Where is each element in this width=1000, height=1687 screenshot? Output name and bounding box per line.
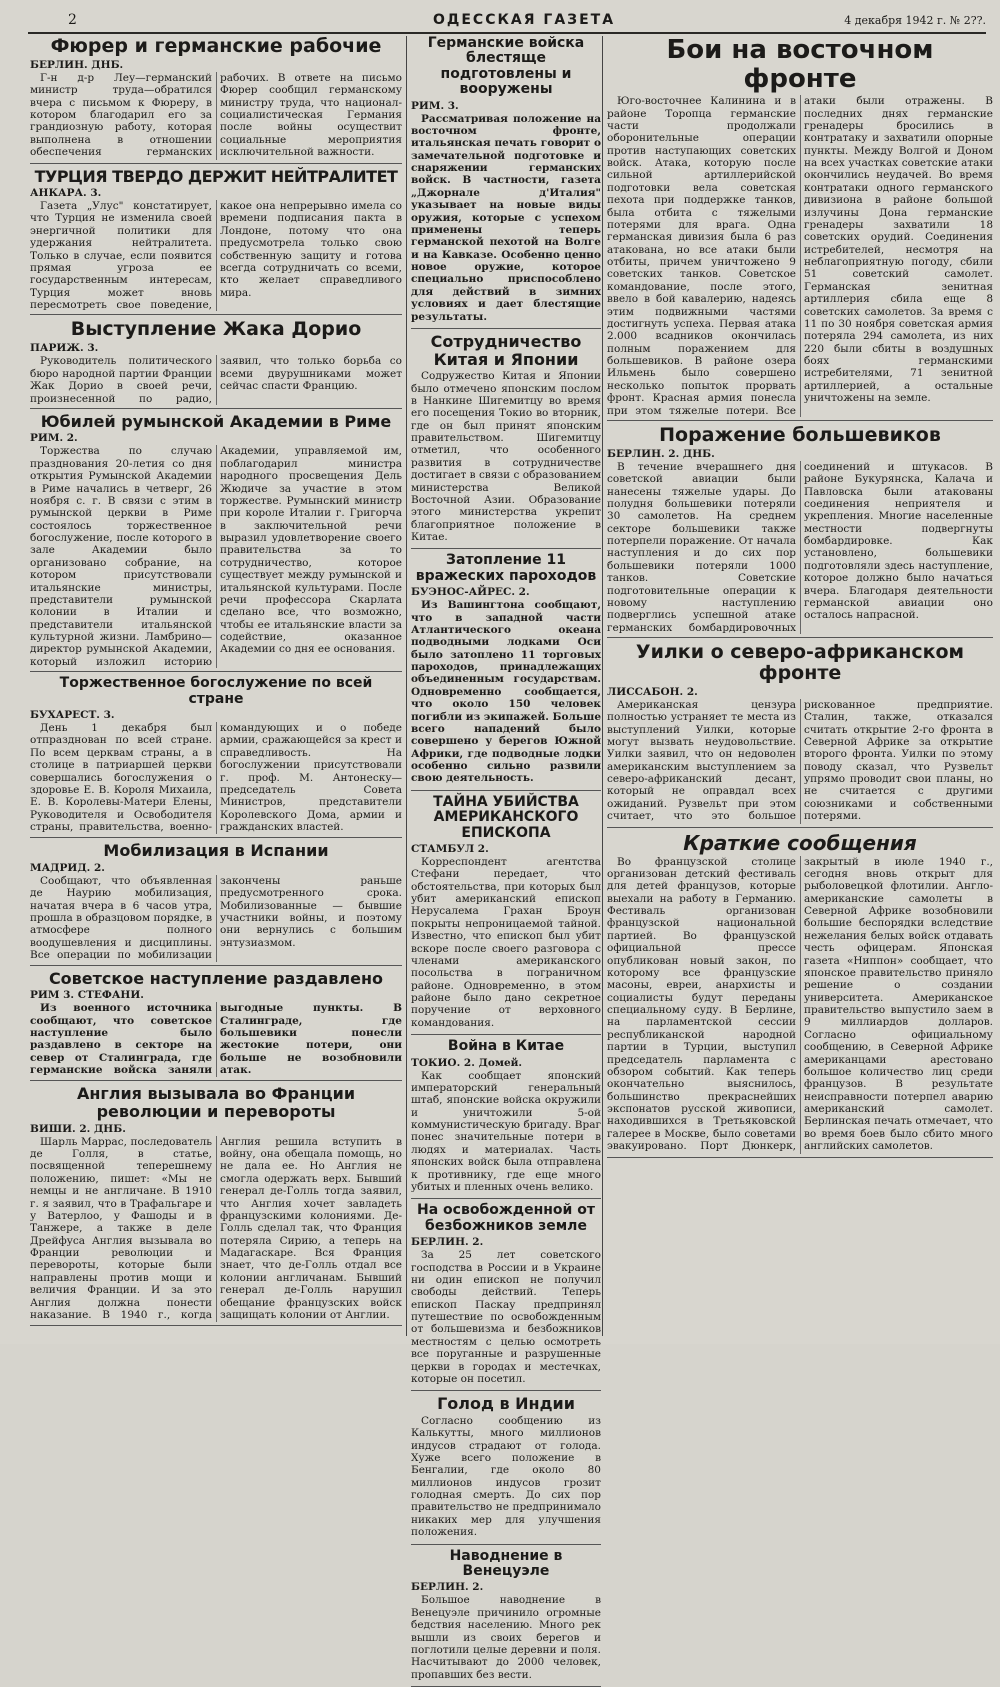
article-body [607,699,993,824]
paragraph: За 25 лет советского господства в России и в Украине ни один епископ не получил свободы действий. Теперь епископ Паскау предпринял путешествие по освобожденным от большевизма и безбожников местностям с целью осмотреть все поруганные и разрушенные церкви в городах и местечках, которые он посетил. [411,1249,601,1385]
article-title: Фюрер и германские рабочие [50,35,382,57]
masthead: ОДЕССКАЯ ГАЗЕТА [433,12,616,28]
paragraph: В течение вчерашнего дня советской авиации были нанесены тяжелые удары. До полудня большевики потеряли 30 самолетов. На среднем секторе большевики также потерпели поражение. От начала наступления и до сих пор большевики потеряли 1000 танков. Советские подготовительные операции к новому наступлению подверглись успешной атаке германских бомбардировочных соединений и штукасов. В районе Букурянска, Калача и Павловска были атакованы соединения неприятеля и укрепления. Многие населенные местности подвергнуты бомбардировке. Как установлено, большевики подготовляли здесь наступление, которое должно было начаться вчера. Благодаря деятельности германской авиации оно осталось напрасной. [607,460,993,634]
dateline: АНКАРА. 3. [30,187,102,200]
paragraph: Юго-восточнее Калинина и в районе Торопца германские части продолжали оборонительные операции против наступающих советских войск. Атака, которую после сильной артиллерийской подготовки вела советская пехота при поддержке танков, была отбита с тяжелыми потерями для врага. Одна германская дивизия была 6 раз атакована, но все атаки были отбиты, причем уничтожено 9 советских танков. Советское командование, после этого, ввело в бой кавалерию, надеясь этим подвижными частями достигнуть успеха. Первая атака 2.000 всадников окончилась полным поражением для большевиков. В районе озера Ильмень было совершено несколько попыток прорвать фронт. Красная армия понесла при этом тяжелые потери. Все атаки были отражены. В последних днях германские гренадеры бросились в контратаку и захватили опорные пункты. Между Волгой и Доном на всех участках советские атаки окончились неудачей. Во время контратаки одного германского дивизиона в районе большой излучины Дона германские гренадеры захватили 18 советских орудий. Соединения истребителей, несмотря на неблагоприятную погоду, сбили 51 советский самолет. Германская зенитная артиллерия сбила еще 8 советских самолетов. За время с 11 по 30 ноября советская армия потеряла 294 самолета, из них 220 были сбиты в воздушных боях германскими истребителями, 71 зенитной артиллерией, а остальные уничтожены на земле. [607,95,993,417]
article-german-troops [411,36,601,329]
paragraph: Из военного источника сообщают, что советское наступление было раздавлено в секторе на север от Сталинграда, где германские войска заняли выгодные пункты. В Сталинграде, где большевики понесли жестокие потери, они больше не возобновили атак. [30,1002,402,1077]
article-body [411,856,601,1029]
article-title: Наводнение в Венецуэле [449,1547,563,1579]
article-fuehrer-workers [30,36,402,164]
article-romanian-academy [30,413,402,672]
article-title: ТАЙНА УБИЙСТВА АМЕРИКАНСКОГО ЕПИСКОПА [433,793,579,841]
article-title: Затопление 11 вражеских пароходов [415,552,597,584]
paragraph: Содружество Китая и Японии было отмечено японским послом в Нанкине Шигемитцу во время его посещения Токио во вторник, где он был принят японским правительством. Шигемитцу отметил, что особенного развития в сотрудничестве достигает в связи с образованием министерства Великой Восточной Азии. Образование этого министерства укрепит благоприятное положение в Китае. [411,370,601,543]
article-title: Война в Китае [447,1038,565,1055]
paragraph: Большое наводнение в Венецуэле причинило огромные бедствия населению. Много рек вышли из своих берегов и поглотили целые деревни и поля. Насчитывают до 2000 человек, пропавших без вести. [411,1594,601,1681]
column-right [602,36,993,1336]
paragraph: Согласно сообщению из Калькутты, много миллионов индусов страдают от голода. Хуже всего положение в Бенгалии, где около 80 миллионов индусов грозит голодная смерть. До сих пор правительство не предпринимало никаких мер для улучшения положения. [411,1414,601,1539]
article-spain-mobilization [30,842,402,965]
article-china-japan [411,333,601,549]
article-body [30,355,402,405]
article-body [411,370,601,543]
dateline: БУХАРЕСТ. 3. [30,709,115,721]
article-body [411,1415,601,1539]
dateline: РИМ. 2. [30,432,78,445]
article-brief-news [607,832,993,1158]
article-war-china [411,1039,601,1199]
article-turkey [30,168,402,316]
article-title: Советское наступление раздавлено [48,968,384,988]
article-body [30,200,402,311]
article-body [607,95,993,417]
article-body [411,1070,601,1194]
paragraph: День 1 декабря был отпразднован по всей стране. По всем церквам страны, а в столице в патриаршей церкви совершались богослужения о здоровье Е. В. Короля Михаила, Е. В. Королевы-Матери Елены, Руководителя и Освободителя страны, правительства, военно-командующих и о победе армии, сражающейся за крест и справедливость. На богослужении присутствовали г. проф. М. Антонеску—председатель Совета Министров, представители Королевского Дома, армии и гражданских властей. [30,722,402,833]
dateline: БЕРЛИН. ДНБ. [30,58,124,71]
paragraph: Г-н д-р Леу—германский министр труда—обратился вчера с письмом к Фюреру, в котором благодарил его за грандиозную работу, которая выполнена в отношении обеспечения германских рабочих. В ответе на письмо Фюрер сообщил германскому министру труда, что национал-социалистическая Германия после войны осуществит социальные мероприятия исключительной важности. [30,71,402,159]
article-title: Юбилей румынской Академии в Риме [40,411,392,431]
article-service [30,676,402,838]
column-middle [406,35,602,1681]
dateline: БЕРЛИН. 2. [411,1236,484,1249]
article-title: Выступление Жака Дорио [70,318,362,341]
paragraph: Руководитель политического бюро народной партии Франции Жак Дорио в своей речи, произнесенной по радио, заявил, что только борьба со всеми двурушниками может сейчас спасти Францию. [30,355,402,405]
dateline: ВИШИ. 2. ДНБ. [30,1122,126,1135]
article-sunk-ships [411,553,601,790]
dateline: ПАРИЖ. 3. [30,342,99,355]
article-liberated-land [411,1203,601,1391]
article-title: Краткие сообщения [683,830,917,855]
article-willkie [607,642,993,828]
article-body [411,1249,601,1385]
article-bishop [411,795,601,1035]
article-body [30,1136,402,1323]
article-title: ТУРЦИЯ ТВЕРДО ДЕРЖИТ НЕЙТРАЛИТЕТ [34,166,398,186]
paragraph: Газета „Улус" констатирует, что Турция не изменила своей энергичной политики для удержания нейтралитета. Только в случае, если появится прямая угроза ее государственным интересам, Турция может вновь пересмотреть свое поведение, какое она непрерывно имела со времени подписания пакта в Лондоне, потому что она предусмотрела только свою собственную защиту и готова всегда сотрудничать со всеми, кто желает справедливого мира. [30,200,402,312]
dateline: МАДРИД. 2. [30,861,105,874]
article-england-france [30,1085,402,1326]
paragraph: Торжества по случаю празднования 20-летия со дня открытия Румынской Академии в Риме начались в четверг, 26 ноября с. г. В связи с этим в румынской церкви в Риме состоялось торжественное богослужение, после которого в зале Академии было организовано собрание, на котором присутствовали итальянские министры, представители румынской колонии в Италии и представители итальянской культурной жизни. Ламбрино—директор румынской Академии, который изложил историю Академии, управляемой им, поблагодарил министра народного просвещения Дель Жюдиче за участие в этом торжестве. Румынский министр при короле Италии г. Григорча в заключительной речи выразил удовлетворение своего правительства за то сотрудничество, которое существует между румынской и итальянской культурами. После речи профессора Скарлата сделано все, что возможно, чтобы ее итальянские власти за содействие, оказанное Академии со дня ее основания. [30,445,402,668]
article-body [30,875,402,962]
column-left [30,36,402,1336]
paragraph: Как сообщает японский императорский генеральный штаб, японские войска окружили и уничтожили 5-ой коммунистическую бригаду. Враг понес значительные потери в людях и материалах. Часть японских войск была отправлена к противнику, где еще много убитых и пленных очень велико. [411,1069,601,1193]
article-venezuela-flood [411,1549,601,1687]
article-title: Бои на восточном фронте [666,35,934,94]
paragraph: Рассматривая положение на восточном фронте, итальянская печать говорит о замечательной подготовке и снаряжении германских войск. В частности, газета „Джорнале д'Италия" указывает на новые виды оружия, которые с успехом применены теперь германской пехотой на Волге и на Кавказе. Особенно ценно новое оружие, которое специально приспособлено для действий в зимних условиях и дает блестящие результаты. [411,112,601,323]
article-title: Уилки о северо-африканском фронте [635,641,965,684]
article-title: Голод в Индии [437,1394,575,1414]
paragraph: Во французской столице организован детский фестиваль для детей французов, которые выехали на работу в Германию. Фестиваль организован французской национальной партией. Во французской официальной прессе опубликован новый закон, по которому все французские масоны, евреи, анархисты и социалисты будут переданы специальному суду. В Берлине, на парламентской сессии республиканской народной партии в Турции, выступил председатель парламента с обзором событий. Как теперь окончательно выяснилось, большинство прекраснейших экспонатов русской живописи, находившихся в Третьяковской галерее в Москве, было советами эвакуировано. Порт Дюнкерк, закрытый в июле 1940 г., сегодня вновь открыт для рыболовецкой флотилии. Англо-американские самолеты в Северной Африке возобновили большие беспорядки вследствие нежелания белых войск отдавать честь офицерам. Японская газета «Ниппон» сообщает, что японское правительство приняло решение о создании университета. Американское правительство выпустило заем в 9 миллиардов долларов. Согласно официальному сообщению, в Северной Африке американцами арестовано большое количество лиц среди французов. В результате неисправности потерпел аварию американский самолет. Берлинская печать отмечает, что во время боев было сбито много английских самолетов. [607,855,993,1153]
paragraph: Американская цензура полностью устраняет те места из выступлений Уилки, которые могут вызвать неудовольствие. Уилки заявил, что он недоволен американским выступлением за северо-африканский десант, который не оправдал всех ожиданий. Рузвельт при этом считает, что это большое рискованное предприятие. Сталин, также, отказался считать открытие 2-го фронта в Северной Африке за открытие второго фронта. Уилки по этому поводу сказал, что Рузвельт упрямо проводит свои планы, но не считается с другими союзниками и собственными потерями. [607,698,993,823]
issue-date: 4 декабря 1942 г. № 2??. [844,14,986,27]
article-doriot [30,319,402,408]
paragraph: Сообщают, что объявленная де Наурию мобилизация, начатая вчера в 6 часов утра, прошла в образцовом порядке, в атмосфере полного воодушевления и дисциплины. Все операции по мобилизации закончены раньше предусмотренного срока. Мобилизованные — бывшие участники войны, и поэтому они вернулись с большим энтузиазмом. [30,874,402,962]
article-eastern-front [607,36,993,421]
article-title: На освобожденной от безбожников земле [417,1202,595,1234]
dateline: ЛИССАБОН. 2. [607,685,698,698]
article-title: Англия вызывала во Франции революции и перевороты [76,1084,356,1122]
paragraph: Шарль Маррас, последователь де Голля, в статье, посвященной теперешнему положению, пишет: «Мы не немцы и не англичане. В 1910 г. я заявил, что в Трафальгаре и у Ватерлоо, у Фашоды и в Танжере, а также в деле Дрейфуса Англия вызывала во Франции революции и перевороты, которые были направлены против мощи и величия Франции. И за это Англия должна понести наказание. В 1940 г., когда Англия решила вступить в войну, она обещала помощь, но не дала ее. Но Англия не смогла одержать верх. Бывший генерал де-Голль тогда заявил, что Англия хочет завладеть французскими колониями. Де-Голль сделал так, что Франция потеряла Сирию, а теперь на Мадагаскаре. Вся Франция знает, что де-Голль отдал все колонии англичанам. Бывший генерал де-Голль нарушил обещание французских войск защищать колонии от Англии. [30,1135,402,1321]
dateline: БЕРЛИН. 2. [411,1581,484,1594]
article-india-famine [411,1395,601,1544]
article-title: Торжественное богослужение по всей стране [59,675,373,707]
page-header [28,10,986,34]
article-body [607,856,993,1154]
article-title: Сотрудничество Китая и Японии [430,331,582,369]
article-body [607,461,993,634]
dateline: БЕРЛИН. 2. ДНБ. [607,447,715,460]
article-soviet-offensive [30,970,402,1082]
page-number: 2 [68,12,77,28]
article-bolshevik-defeat [607,425,993,638]
dateline: ТОКИО. 2. Домей. [411,1056,523,1069]
article-body [30,72,402,160]
article-title: Германские войска блестяще подготовлены и вооружены [427,35,585,98]
article-body [30,445,402,668]
article-body [411,599,601,785]
paragraph: Корреспондент агентства Стефани передает, что обстоятельства, при которых был убит американский епископ Нерусалема Грахан Броун покрыты непроницаемой тайной. Известно, что епископ был убит вскоре после своего разговора с членами американского посольства в пограничном районе. Одновременно, в этом районе было дано секретное поручение от верховного командования. [411,855,601,1029]
article-body [30,1002,402,1077]
dateline: СТАМБУЛ 2. [411,842,489,855]
dateline: РИМ. 3. [411,99,459,112]
article-body [411,113,601,323]
article-title: Мобилизация в Испании [103,841,329,861]
paragraph: Из Вашингтона сообщают, что в западной части Атлантического океана подводными лодками Оси было затоплено 11 торговых пароходов, принадлежащих объединенным государствам. Одновременно сообщается, что около 150 человек погибли из экипажей. Больше всего нападений было совершено у берегов Южной Африки, где подводные лодки особенно сильно развили свою деятельность. [411,599,602,785]
dateline: РИМ 3. СТЕФАНИ. [30,989,144,1002]
dateline: БУЭНОС-АЙРЕС. 2. [411,586,530,599]
article-body [411,1594,601,1681]
article-body [30,722,402,834]
article-title: Поражение большевиков [659,423,941,446]
